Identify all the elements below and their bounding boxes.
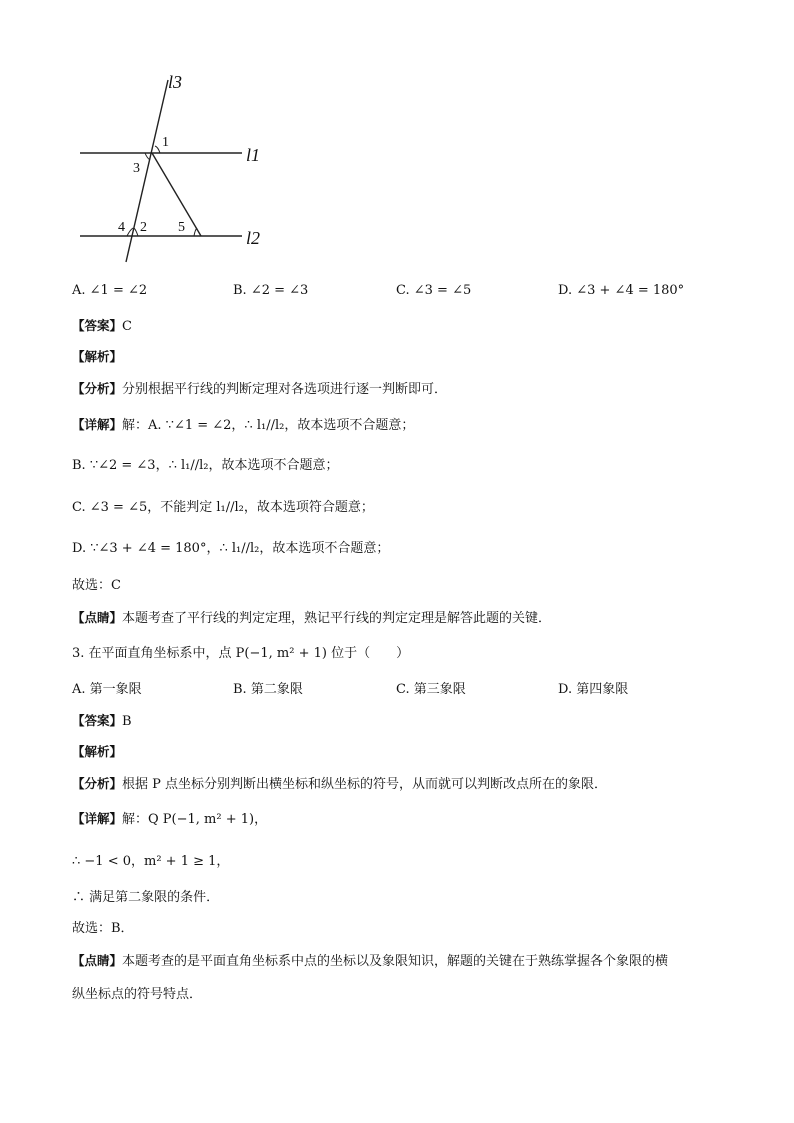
q3-detail-label: 【详解】 [72, 811, 123, 826]
q2-detail-text-1: 解：A. ∵∠1 = ∠2，∴ l₁//l₂，故本选项不合题意； [122, 418, 415, 433]
angle-5-arc [194, 228, 197, 236]
q3-answer-label: 【答案】 [72, 713, 123, 728]
label-angle-4: 4 [118, 220, 125, 235]
q2-fenxi [72, 380, 447, 399]
q3-analysis-label: 【解析】 [72, 744, 123, 759]
q3-choose: 故选：B． [72, 921, 134, 936]
segment-to-angle-5 [152, 153, 201, 236]
q3-option-c: C. 第三象限 [396, 682, 466, 697]
q2-answer-value: C [122, 319, 132, 334]
q3-detail-line-2: ∴ −1 < 0，m² + 1 ≥ 1， [72, 854, 230, 869]
q2-detail-label: 【详解】 [72, 417, 123, 432]
q3-option-d: D. 第四象限 [558, 682, 629, 697]
label-angle-2: 2 [140, 220, 147, 235]
q3-answer-value: B [122, 714, 132, 729]
q3-comment-label: 【点睛】 [72, 953, 123, 968]
q3-fenxi-label: 【分析】 [72, 776, 123, 791]
angle-3-arc [145, 153, 150, 160]
q2-fenxi-text: 分别根据平行线的判断定理对各选项进行逐一判断即可． [122, 382, 448, 397]
q2-detail-line-1 [72, 416, 414, 435]
label-l1: l1 [246, 145, 261, 165]
geometry-figure [70, 68, 280, 268]
q3-question: 3. 在平面直角坐标系中，点 P(−1, m² + 1) 位于（ ） [72, 646, 410, 661]
label-l3: l3 [168, 72, 183, 92]
q2-detail-line-3: C. ∠3 = ∠5，不能判定 l₁//l₂，故本选项符合题意； [72, 500, 374, 515]
q2-analysis-label: 【解析】 [72, 349, 123, 364]
q3-analysis [72, 743, 122, 762]
q2-option-b: B. ∠2 = ∠3 [233, 283, 309, 298]
q2-analysis [72, 348, 122, 367]
parallel-lines-diagram [70, 68, 280, 268]
q2-comment [72, 609, 551, 628]
q3-detail-line-1 [72, 810, 267, 829]
q2-choose: 故选：C [72, 578, 121, 593]
q2-comment-label: 【点睛】 [72, 610, 123, 625]
q3-option-b: B. 第二象限 [233, 682, 303, 697]
q2-option-d: D. ∠3 + ∠4 = 180° [558, 283, 685, 298]
label-angle-3: 3 [133, 161, 140, 176]
angle-1-arc [155, 146, 160, 153]
q3-comment-text-1: 本题考查的是平面直角坐标系中点的坐标以及象限知识，解题的关键在于熟练掌握各个象限的横 [122, 954, 669, 969]
q2-option-a: A. ∠1 = ∠2 [72, 283, 148, 298]
angle-2-arc [134, 228, 138, 236]
q2-answer-label: 【答案】 [72, 318, 123, 333]
q2-detail-line-2: B. ∵∠2 = ∠3，∴ l₁//l₂，故本选项不合题意； [72, 458, 339, 473]
label-angle-5: 5 [178, 220, 185, 235]
q2-comment-text: 本题考查了平行线的判定定理，熟记平行线的判定定理是解答此题的关键． [122, 611, 552, 626]
q3-comment-line-2: 纵坐标点的符号特点． [72, 987, 203, 1002]
q2-fenxi-label: 【分析】 [72, 381, 123, 396]
q3-fenxi-text: 根据 P 点坐标分别判断出横坐标和纵坐标的符号，从而就可以判断改点所在的象限． [122, 777, 608, 792]
q3-detail-line-3: ∴ 满足第二象限的条件． [72, 890, 220, 905]
q3-fenxi [72, 775, 607, 794]
q3-comment-line-1 [72, 952, 668, 971]
label-l2: l2 [246, 228, 261, 248]
q2-detail-line-4: D. ∵∠3 + ∠4 = 180°，∴ l₁//l₂，故本选项不合题意； [72, 541, 390, 556]
q2-answer [72, 317, 132, 336]
q3-option-a: A. 第一象限 [72, 682, 142, 697]
q3-detail-text-1: 解：Q P(−1, m² + 1)， [122, 812, 268, 827]
q3-answer [72, 712, 132, 731]
label-angle-1: 1 [162, 135, 169, 150]
q2-option-c: C. ∠3 = ∠5 [396, 283, 472, 298]
